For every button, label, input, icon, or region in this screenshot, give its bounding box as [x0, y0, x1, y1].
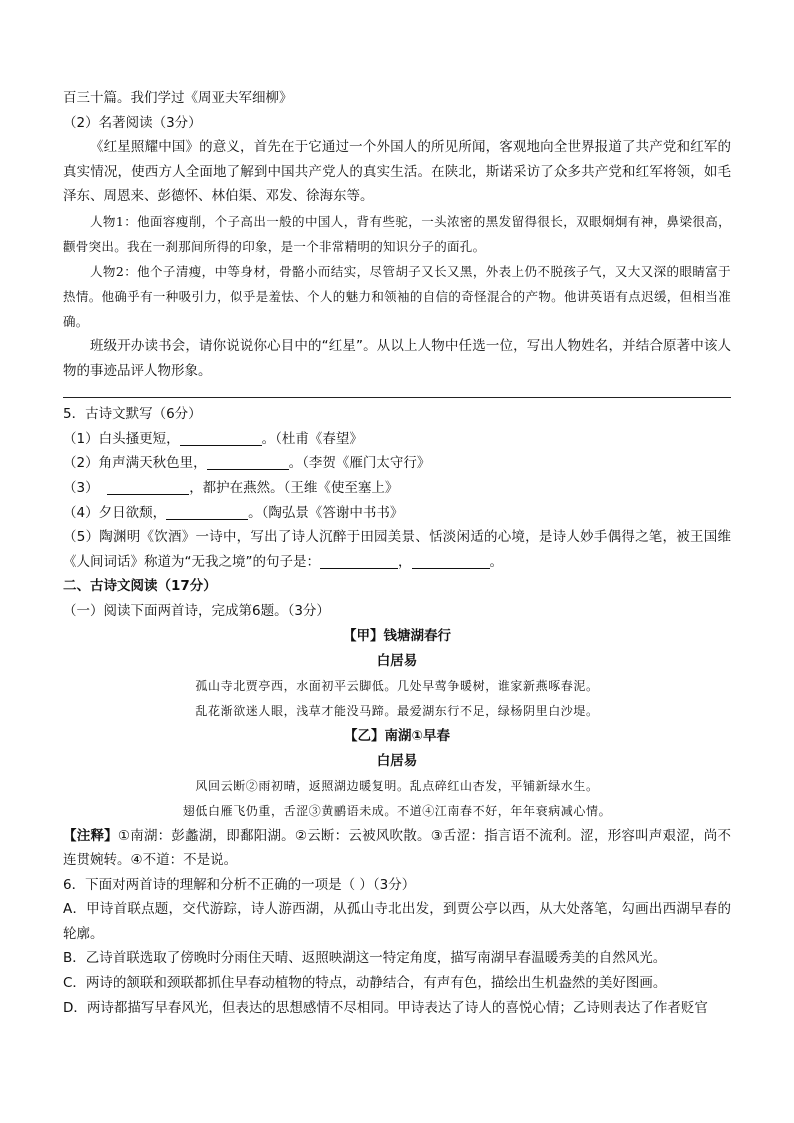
poem-notes	[63, 824, 731, 873]
recite-item-3-source: ，都护在燕然。（王维《使至塞上》	[189, 479, 399, 496]
exam-page	[63, 86, 731, 1020]
recite-item-5	[63, 525, 731, 574]
notes-label: 【注释】	[63, 827, 118, 844]
recite-item-2-text: （2）角声满天秋色里，	[63, 455, 207, 472]
answer-blank[interactable]	[166, 505, 248, 520]
option-c[interactable]: C．两诗的颔联和颈联都抓住早春动植物的特点，动静结合，有声有色，描绘出生机盎然的美好图画。	[63, 975, 667, 992]
option-d[interactable]: D．两诗都描写早春风光，但表达的思想感情不尽相同。甲诗表达了诗人的喜悦心情；乙诗则表达了作者贬官	[63, 999, 708, 1016]
option-b[interactable]: B．乙诗首联选取了傍晚时分雨住天晴、返照映湖这一特定角度，描写南湖早春温暖秀美的自然风光。	[63, 950, 667, 967]
answer-blank[interactable]	[180, 431, 262, 446]
answer-blank[interactable]	[107, 480, 189, 495]
poem-2-line-1: 风回云断②雨初晴，返照湖边暖复明。乱点碎红山杏发，平铺新绿水生。	[195, 778, 599, 793]
question-2-header: （2）名著阅读（3分）	[63, 114, 202, 131]
question-6-stem: 6．下面对两首诗的理解和分析不正确的一项是（ ）（3分）	[63, 876, 416, 893]
poem-1-line-2: 乱花渐欲迷人眼，浅草才能没马蹄。最爱湖东行不足，绿杨阴里白沙堤。	[195, 703, 599, 718]
person-1-description: 人物1：他面容瘦削，个子高出一般的中国人，背有些驼，一头浓密的黑发留得很长，双眼炯炯有神，鼻梁很高，颧骨突出。我在一刹那间所得的印象，是一个非常精明的知识分子的面孔。	[63, 213, 731, 254]
option-a[interactable]: A．甲诗首联点题，交代游踪，诗人游西湖，从孤山寺北出发，到贾公亭以西，从大处落笔，勾画出西湖早春的轮廓。	[63, 901, 731, 942]
section-2-header: 二、古诗文阅读（17分）	[63, 578, 217, 595]
recite-item-3	[63, 476, 731, 501]
subsection-1-instruction: （一）阅读下面两首诗，完成第6题。（3分）	[63, 602, 330, 619]
question-5-header: 5．古诗文默写（6分）	[63, 406, 202, 423]
answer-blank[interactable]	[207, 455, 289, 470]
recite-item-5-text: （5）陶渊明《饮酒》一诗中，写出了诗人沉醉于田园美景、恬淡闲适的心境，是诗人妙手偶得之笔，被王国维《人间词话》称道为“无我之境”的句子是：	[63, 529, 731, 570]
poem-2-author: 白居易	[376, 752, 418, 769]
poem-1-title: 【甲】钱塘湖春行	[343, 627, 451, 644]
recite-item-1-source: 。（杜甫《春望》	[261, 430, 363, 447]
notes-text: ①南湖：彭蠡湖，即鄱阳湖。②云断：云被风吹散。③舌涩：指言语不流利。涩，形容叫声艰涩，尚不连贯婉转。④不道：不是说。	[63, 827, 731, 869]
recite-item-3-text: （3）	[63, 479, 99, 496]
recite-item-1-text: （1）白头搔更短，	[63, 430, 180, 447]
person-2-description: 人物2：他个子清瘦，中等身材，骨骼小而结实，尽管胡子又长又黑，外表上仍不脱孩子气，又大又深的眼睛富于热情。他确乎有一种吸引力，似乎是羞怯、个人的魅力和领袖的自信的奇怪混合的产物。他讲英语有点迟缓，但相当准确。	[63, 263, 731, 329]
recite-item-4	[63, 501, 731, 526]
continuation-line: 百三十篇。我们学过《周亚夫军细柳》	[63, 90, 293, 106]
poem-1-line-1: 孤山寺北贾亭西，水面初平云脚低。几处早莺争暖树，谁家新燕啄春泥。	[195, 678, 599, 693]
recite-item-1	[63, 427, 731, 452]
reading-task: 班级开办读书会，请你说说你心目中的“红星”。从以上人物中任选一位，写出人物姓名，并结合原著中该人物的事迹品评人物形象。	[63, 337, 731, 379]
recite-item-4-text: （4）夕日欲颓，	[63, 504, 167, 521]
poem-2-line-2: 翅低白雁飞仍重，舌涩③黄鹂语未成。不道④江南春不好，年年衰病减心情。	[182, 803, 612, 818]
answer-blank[interactable]	[320, 554, 398, 569]
recite-item-4-source: 。（陶弘景《答谢中书书》	[248, 504, 404, 521]
answer-blank[interactable]	[412, 554, 490, 569]
recite-item-2-source: 。（李贺《雁门太守行》	[288, 455, 431, 472]
poem-1-author: 白居易	[376, 652, 418, 669]
book-intro-paragraph: 《红星照耀中国》的意义，首先在于它通过一个外国人的所见所闻，客观地向全世界报道了共产党和红军的真实情况，使西方人全面地了解到中国共产党人的真实生活。在陕北，斯诺采访了众多共产党和红军将领，如毛泽东、周恩来、彭德怀、林伯渠、邓发、徐海东等。	[63, 139, 731, 205]
poem-2-title: 【乙】南湖①早春	[344, 727, 450, 744]
recite-item-5-end: 。	[489, 553, 503, 570]
section-divider	[63, 397, 731, 398]
recite-item-2	[63, 451, 731, 476]
recite-item-5-separator: ，	[398, 553, 412, 570]
